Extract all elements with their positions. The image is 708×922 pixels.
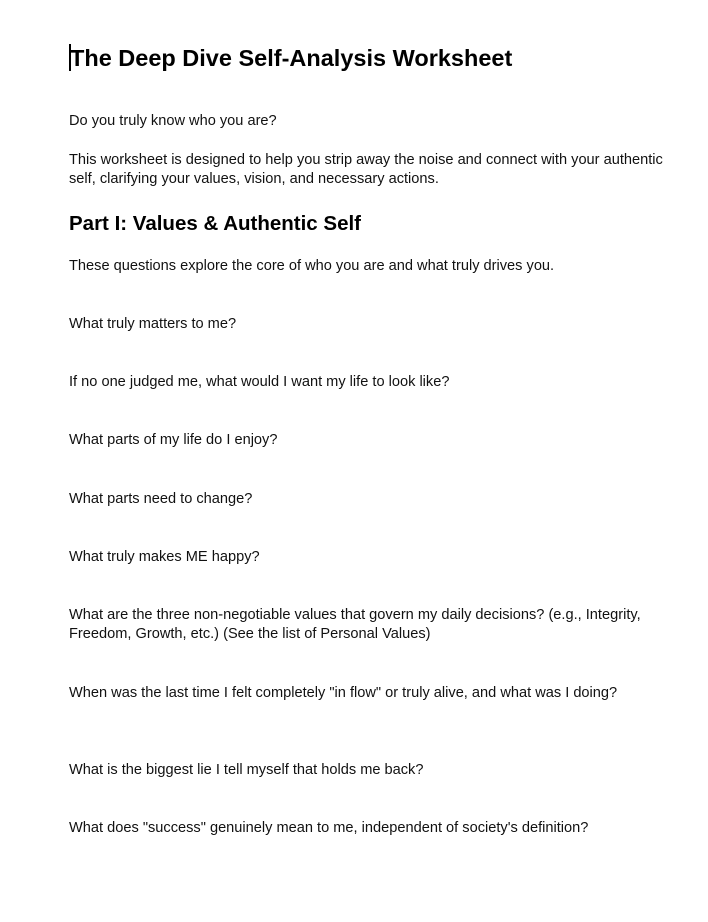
question-item: If no one judged me, what would I want my life to look like? bbox=[69, 374, 450, 390]
question-item: What truly matters to me? bbox=[69, 316, 237, 332]
question-item: What is the biggest lie I tell myself that holds me back? bbox=[69, 762, 424, 778]
intro-text: This worksheet is designed to help you strip away the noise and connect with your authentic self, clarifying your values, vision, and necessary actions. bbox=[69, 152, 663, 187]
question-item: What parts of my life do I enjoy? bbox=[69, 432, 278, 448]
question-item: What parts need to change? bbox=[69, 491, 253, 507]
question-item: When was the last time I felt completely "in flow" or truly alive, and what was I doing? bbox=[69, 685, 618, 701]
document-title: The Deep Dive Self-Analysis Worksheet bbox=[70, 45, 513, 71]
intro-question: Do you truly know who you are? bbox=[69, 113, 277, 129]
section-description: These questions explore the core of who you are and what truly drives you. bbox=[69, 258, 555, 274]
question-item: What does "success" genuinely mean to me, independent of society's definition? bbox=[69, 820, 589, 836]
section-heading: Part I: Values & Authentic Self bbox=[69, 212, 362, 235]
question-item: What are the three non-negotiable values that govern my daily decisions? (e.g., Integrity, Freedom, Growth, etc.) (See the list of Personal Values) bbox=[69, 607, 641, 642]
question-item: What truly makes ME happy? bbox=[69, 549, 260, 565]
